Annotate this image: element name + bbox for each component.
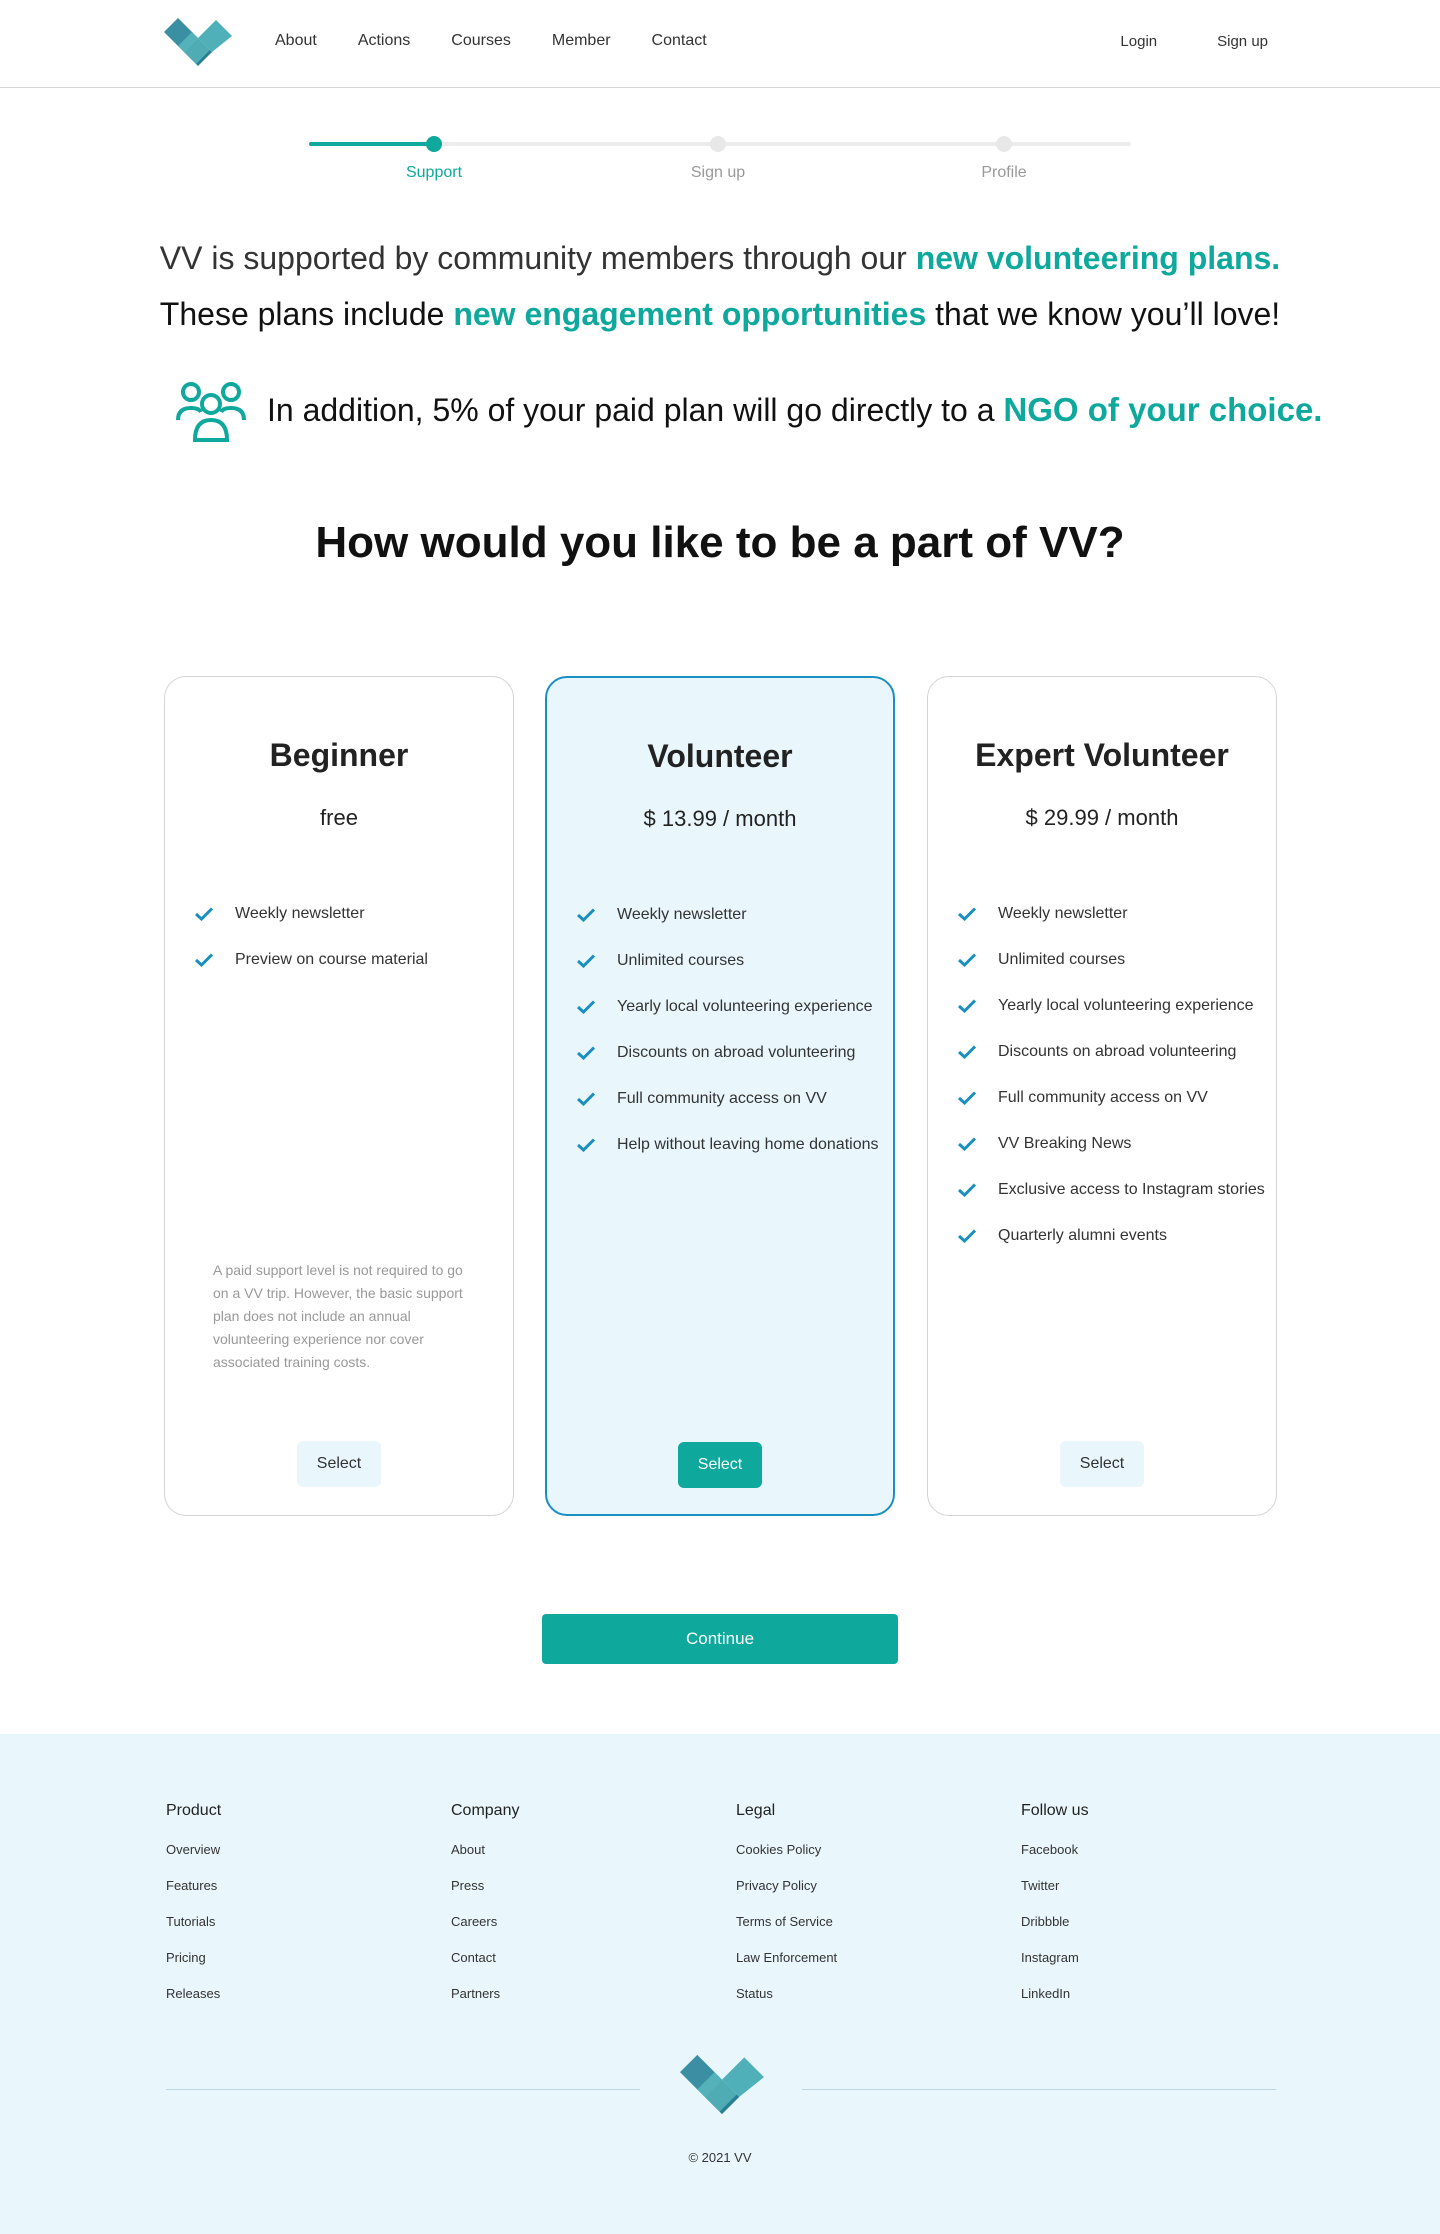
footer-column-follow-us (1021, 1802, 1089, 2022)
footer-column-title: Company (451, 1802, 520, 1819)
feature-label: Unlimited courses (617, 952, 745, 969)
plan-price: $ 13.99 / month (643, 806, 797, 831)
copyright-text: © 2021 VV (688, 2150, 752, 2165)
feature-label: Full community access on VV (998, 1089, 1208, 1106)
site-footer (0, 1734, 1440, 2234)
feature-label: Quarterly alumni events (998, 1227, 1167, 1244)
feature-item (958, 891, 1265, 937)
check-icon (577, 908, 595, 922)
plan-price: $ 29.99 / month (1025, 805, 1179, 830)
continue-button[interactable]: Continue (542, 1614, 898, 1664)
intro-line-1-text: VV is supported by community members through our (159, 240, 916, 276)
intro-line-2 (0, 296, 1440, 333)
footer-link[interactable]: Dribbble (1021, 1914, 1070, 1929)
signup-link[interactable]: Sign up (1217, 33, 1268, 50)
check-icon (577, 1000, 595, 1014)
feature-label: Unlimited courses (998, 951, 1126, 968)
footer-divider-right (802, 2089, 1276, 2090)
check-icon (958, 1045, 976, 1059)
footer-column-title: Product (166, 1802, 222, 1819)
feature-item (577, 892, 879, 938)
footer-link[interactable]: Instagram (1021, 1950, 1079, 1965)
footer-link[interactable]: Twitter (1021, 1878, 1060, 1893)
check-icon (958, 1229, 976, 1243)
nav-member[interactable]: Member (551, 32, 611, 49)
check-icon (958, 907, 976, 921)
check-icon (958, 999, 976, 1013)
check-icon (577, 1092, 595, 1106)
intro-line-3-highlight: NGO of your choice. (1003, 391, 1323, 428)
footer-link[interactable]: Tutorials (166, 1914, 216, 1929)
plan-note: A paid support level is not required to go on a VV trip. However, the basic support plan does not include an annual volunteering experience nor cover associated training costs. (213, 1262, 463, 1370)
feature-label: Weekly newsletter (617, 906, 747, 923)
check-icon (577, 1046, 595, 1060)
footer-link[interactable]: Privacy Policy (736, 1878, 817, 1893)
check-icon (958, 1137, 976, 1151)
stepper-progress (309, 142, 434, 146)
vv-logo[interactable] (680, 2054, 764, 2120)
login-link[interactable]: Login (1120, 33, 1158, 50)
people-group-icon (175, 376, 247, 444)
feature-list (195, 891, 428, 983)
plan-title: Beginner (269, 737, 409, 773)
check-icon (958, 1183, 976, 1197)
footer-link[interactable]: About (451, 1842, 485, 1857)
check-icon (195, 953, 213, 967)
intro-line-1-highlight: new volunteering plans. (915, 240, 1281, 276)
step-dot-support[interactable] (426, 136, 442, 152)
plan-card-expert-volunteer[interactable] (927, 676, 1277, 1516)
plan-card-beginner[interactable] (164, 676, 514, 1516)
footer-link[interactable]: Partners (451, 1986, 501, 2001)
feature-item (958, 1167, 1265, 1213)
feature-list (577, 892, 879, 1168)
feature-item (958, 1121, 1265, 1167)
footer-link[interactable]: Careers (451, 1914, 498, 1929)
feature-label: Exclusive access to Instagram stories (998, 1181, 1265, 1198)
feature-label: Weekly newsletter (998, 905, 1128, 922)
step-dot-signup[interactable] (710, 136, 726, 152)
feature-label: VV Breaking News (998, 1135, 1132, 1152)
footer-column-title: Legal (736, 1802, 776, 1819)
intro-line-3-pre: In addition, 5% of your paid plan will go directly to a (267, 392, 1004, 428)
intro-line-2-end: that we know you’ll love! (926, 296, 1281, 332)
main-menu (275, 32, 748, 50)
footer-link[interactable]: LinkedIn (1021, 1986, 1071, 2001)
intro-line-3-text (267, 391, 1322, 429)
footer-link[interactable]: Releases (166, 1986, 221, 2001)
intro-line-2-text: These plans include (159, 296, 454, 332)
feature-label: Help without leaving home donations (617, 1136, 879, 1153)
feature-item (577, 1076, 879, 1122)
footer-link[interactable]: Law Enforcement (736, 1950, 838, 1965)
step-label-signup[interactable]: Sign up (690, 164, 746, 181)
footer-divider-left (166, 2089, 640, 2090)
check-icon (958, 1091, 976, 1105)
feature-label: Yearly local volunteering experience (617, 998, 873, 1015)
feature-list (958, 891, 1265, 1259)
check-icon (195, 907, 213, 921)
auth-links (1060, 33, 1268, 50)
plan-question-heading: How would you like to be a part of VV? (315, 518, 1125, 567)
footer-link[interactable]: Press (451, 1878, 485, 1893)
check-icon (577, 954, 595, 968)
step-label-profile[interactable]: Profile (981, 164, 1027, 181)
feature-label: Preview on course material (235, 951, 428, 968)
check-icon (577, 1138, 595, 1152)
step-label-support[interactable]: Support (405, 164, 463, 181)
feature-item (195, 937, 428, 983)
footer-column-product (166, 1802, 221, 2022)
footer-column-legal (736, 1802, 837, 2022)
feature-item (958, 1029, 1265, 1075)
feature-item (958, 1213, 1265, 1259)
feature-item (958, 983, 1265, 1029)
footer-link[interactable]: Pricing (166, 1950, 206, 1965)
plan-price: free (320, 805, 358, 830)
feature-label: Weekly newsletter (235, 905, 365, 922)
nav-actions[interactable]: Actions (357, 32, 411, 49)
plan-card-volunteer[interactable] (545, 676, 895, 1516)
footer-link[interactable]: Overview (166, 1842, 221, 1857)
footer-link[interactable]: Features (166, 1878, 218, 1893)
feature-label: Full community access on VV (617, 1090, 827, 1107)
feature-label: Discounts on abroad volunteering (998, 1043, 1237, 1060)
select-expert-volunteer-button[interactable]: Select (1060, 1441, 1144, 1487)
select-beginner-button[interactable]: Select (297, 1441, 381, 1487)
footer-column-company (451, 1802, 519, 2022)
feature-item (577, 1122, 879, 1168)
feature-item (577, 938, 879, 984)
step-dot-profile[interactable] (996, 136, 1012, 152)
feature-item (577, 984, 879, 1030)
nav-courses[interactable]: Courses (451, 32, 511, 49)
intro-line-2-highlight: new engagement opportunities (453, 296, 927, 332)
nav-contact[interactable]: Contact (651, 32, 707, 49)
select-volunteer-button[interactable]: Select (678, 1442, 762, 1488)
feature-label: Yearly local volunteering experience (998, 997, 1254, 1014)
plan-title: Expert Volunteer (975, 737, 1229, 773)
feature-item (577, 1030, 879, 1076)
footer-column-title: Follow us (1021, 1802, 1089, 1819)
nav-about[interactable]: About (275, 32, 317, 49)
feature-item (958, 937, 1265, 983)
progress-stepper (309, 130, 1131, 190)
footer-link[interactable]: Status (736, 1986, 773, 2001)
vv-logo[interactable] (164, 18, 232, 70)
feature-item (958, 1075, 1265, 1121)
check-icon (958, 953, 976, 967)
footer-link[interactable]: Facebook (1021, 1842, 1079, 1857)
feature-item (195, 891, 428, 937)
intro-line-3 (175, 376, 1322, 444)
footer-link[interactable]: Cookies Policy (736, 1842, 822, 1857)
footer-link[interactable]: Contact (451, 1950, 496, 1965)
footer-link[interactable]: Terms of Service (736, 1914, 833, 1929)
intro-line-1 (0, 240, 1440, 277)
plan-title: Volunteer (647, 738, 793, 774)
top-nav (0, 0, 1440, 88)
feature-label: Discounts on abroad volunteering (617, 1044, 856, 1061)
